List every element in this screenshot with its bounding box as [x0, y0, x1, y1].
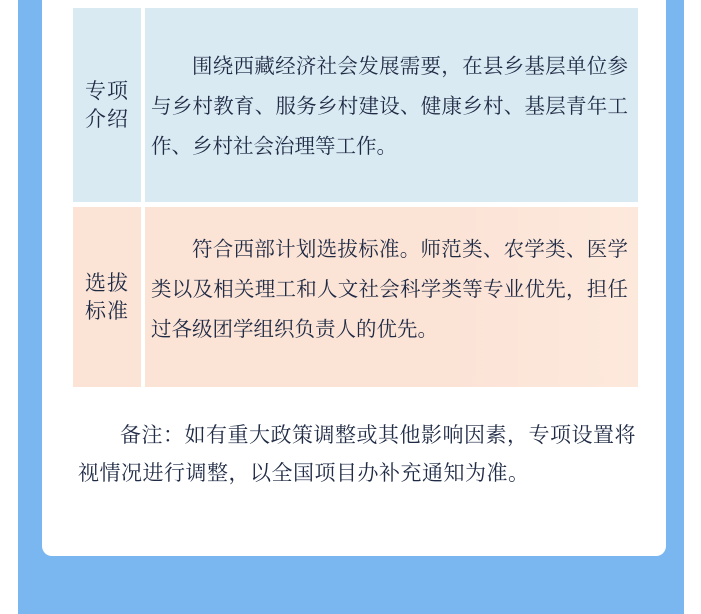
row-label-introduction	[73, 8, 141, 202]
row-label-text: 专项 介绍	[85, 79, 129, 131]
row-content-criteria: 符合西部计划选拔标准。师范类、农学类、医学类以及相关理工和人文社会科学类等专业优先，担任过各级团学组织负责人的优先。	[145, 207, 638, 387]
row-content-introduction: 围绕西藏经济社会发展需要，在县乡基层单位参与乡村教育、服务乡村建设、健康乡村、基层青年工作、乡村社会治理等工作。	[145, 8, 638, 202]
row-label-text: 选拔 标准	[85, 271, 129, 323]
table-row-introduction	[73, 8, 638, 202]
note-paragraph: 备注：如有重大政策调整或其他影响因素，专项设置将视情况进行调整，以全国项目办补充通知为准。	[78, 423, 636, 485]
table-row-criteria	[73, 207, 638, 387]
row-label-criteria	[73, 207, 141, 387]
